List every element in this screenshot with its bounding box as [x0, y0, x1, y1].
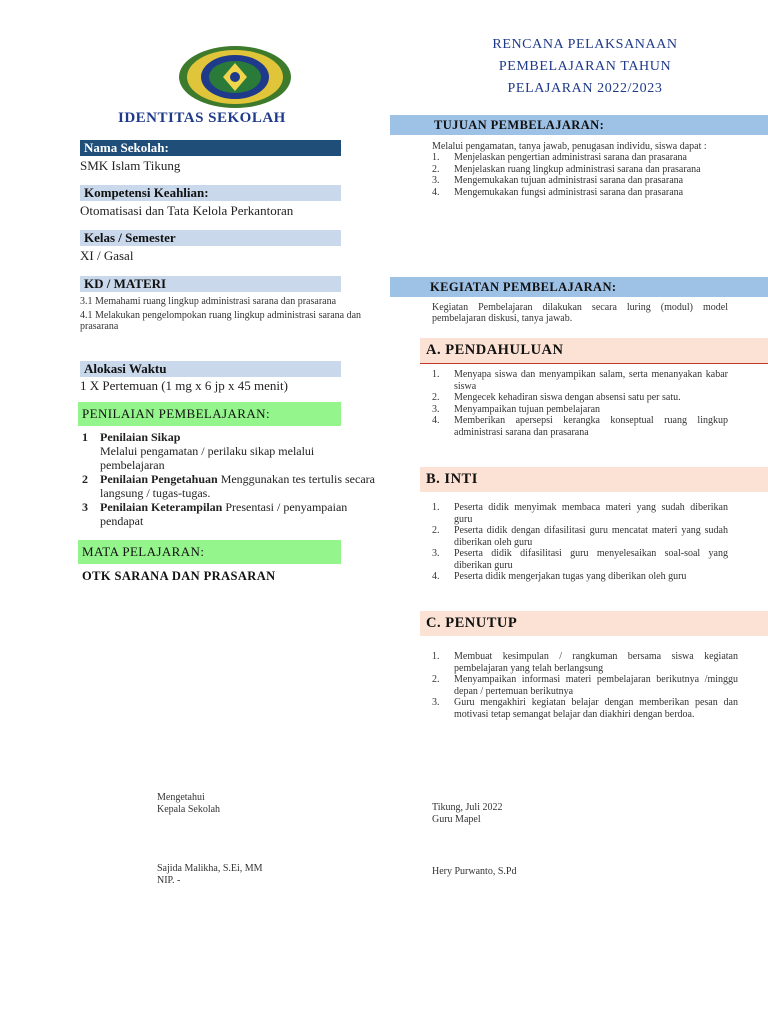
page-title	[440, 34, 730, 100]
signature-right-name: Hery Purwanto, S.Pd	[432, 866, 517, 877]
signature-left-line1: Mengetahui	[157, 792, 205, 803]
list-item	[432, 404, 728, 416]
assessment-item	[82, 430, 378, 472]
section-opening-title: A. PENDAHULUAN	[420, 338, 768, 364]
assessment-item	[82, 500, 378, 528]
assessment-num: 3	[82, 500, 88, 514]
item-num: 4.	[432, 571, 440, 582]
signature-right-line2: Guru Mapel	[432, 814, 481, 825]
assessment-item-text: Menggunakan tes tertulis secara langsung / tugas-tugas.	[100, 472, 375, 500]
kd-label: KD / MATERI	[80, 276, 341, 292]
item-num: 2.	[432, 163, 440, 175]
item-text: Mengecek kehadiran siswa dengan absensi satu per satu.	[454, 392, 681, 403]
assessment-num: 1	[82, 430, 88, 444]
objectives-intro: Melalui pengamatan, tanya jawab, penugasan individu, siswa dapat :	[432, 141, 707, 152]
item-num: 1.	[432, 152, 440, 163]
subject-value: OTK SARANA DAN PRASARAN	[82, 569, 276, 583]
list-item	[432, 651, 738, 674]
item-num: 1.	[432, 502, 440, 513]
identity-title: IDENTITAS SEKOLAH	[118, 110, 286, 126]
assessment-num: 2	[82, 472, 88, 486]
school-name-label: Nama Sekolah:	[80, 140, 341, 156]
item-num: 3.	[432, 697, 440, 708]
item-num: 3.	[432, 548, 440, 559]
item-text: Menyampaikan informasi materi pembelajaran berikutnya /minggu depan / pertemuan berikutnya	[454, 674, 738, 697]
objectives-list	[432, 152, 728, 198]
signature-left-line2: Kepala Sekolah	[157, 804, 221, 815]
competency-value: Otomatisasi dan Tata Kelola Perkantoran	[80, 203, 294, 218]
item-num: 3.	[432, 175, 440, 186]
objectives-title: TUJUAN PEMBELAJARAN:	[390, 115, 768, 135]
list-item	[432, 571, 728, 583]
assessment-item-title: Penilaian Pengetahuan	[100, 472, 218, 486]
time-value: 1 X Pertemuan (1 mg x 6 jp x 45 menit)	[80, 378, 288, 393]
item-text: Menyapa siswa dan menyampikan salam, serta menanyakan kabar siswa	[454, 369, 728, 392]
class-value: XI / Gasal	[80, 248, 134, 263]
assessment-item-title: Penilaian Sikap	[100, 430, 181, 444]
item-text: Membuat kesimpulan / rangkuman bersama siswa kegiatan pembelajaran yang telah berlangsung	[454, 651, 738, 674]
item-num: 2.	[432, 392, 440, 403]
competency-label: Kompetensi Keahlian:	[80, 185, 341, 201]
list-item	[432, 415, 728, 438]
item-text: Peserta didik difasilitasi guru menyelesaikan soal-soal yang diberikan guru	[454, 548, 728, 571]
item-text: Mengemukakan tujuan administrasi sarana dan prasarana	[454, 175, 684, 186]
assessment-item-text: Melalui pengamatan / perilaku sikap melalui pembelajaran	[100, 444, 315, 472]
title-line: RENCANA PELAKSANAAN	[492, 37, 678, 52]
opening-list	[432, 369, 728, 438]
kd-item: 3.1 Memahami ruang lingkup administrasi sarana dan prasarana	[80, 296, 337, 307]
section-core-title: B. INTI	[420, 467, 768, 492]
assessment-title: PENILAIAN PEMBELAJARAN:	[78, 402, 341, 426]
item-num: 2.	[432, 674, 440, 685]
signature-right-line1: Tikung, Juli 2022	[432, 802, 503, 813]
list-item	[432, 369, 728, 392]
item-text: Peserta didik dengan difasilitasi guru mencatat materi yang sudah diberikan oleh guru	[454, 525, 728, 548]
item-text: Menyampaikan tujuan pembelajaran	[454, 403, 601, 415]
list-item	[432, 697, 738, 720]
signature-left-nip: NIP. -	[157, 875, 181, 886]
list-item	[432, 175, 728, 187]
title-line: PELAJARAN 2022/2023	[507, 81, 663, 96]
title-line: PEMBELAJARAN TAHUN	[498, 59, 672, 74]
school-logo	[175, 42, 295, 112]
list-item	[432, 525, 728, 548]
assessment-list	[82, 430, 378, 528]
item-text: Menjelaskan pengertian administrasi sarana dan prasarana	[454, 152, 687, 163]
item-text: Peserta didik menyimak membaca materi yang sudah diberikan guru	[454, 502, 728, 525]
kd-item: 4.1 Melakukan pengelompokan ruang lingkup administrasi sarana dan prasarana	[80, 310, 362, 332]
signature-right	[432, 802, 502, 826]
time-label: Alokasi Waktu	[80, 361, 341, 377]
list-item	[432, 502, 728, 525]
item-text: Peserta didik mengerjakan tugas yang diberikan oleh guru	[454, 571, 687, 582]
list-item	[432, 392, 728, 404]
list-item	[432, 164, 728, 176]
subject-title: MATA PELAJARAN:	[78, 540, 341, 564]
item-num: 2.	[432, 525, 440, 536]
school-name-value: SMK Islam Tikung	[80, 158, 181, 173]
item-text: Mengemukakan fungsi administrasi sarana dan prasarana	[454, 186, 684, 198]
kd-list	[80, 296, 375, 332]
signature-left	[157, 792, 220, 816]
assessment-item-text: Presentasi / penyampaian pendapat	[100, 500, 348, 528]
item-text: Guru mengakhiri kegiatan belajar dengan memberikan pesan dan motivasi tetap semangat belajar dan diakhiri dengan berdoa.	[454, 697, 738, 720]
item-text: Memberikan apersepsi kerangka konseptual ruang lingkup administrasi sarana dan prasarana	[454, 415, 728, 438]
assessment-item	[82, 472, 378, 500]
core-list	[432, 502, 728, 583]
signature-left-name-block	[157, 863, 263, 887]
assessment-item-title: Penilaian Keterampilan	[100, 500, 223, 514]
list-item	[432, 548, 728, 571]
closing-list	[432, 651, 738, 720]
activities-title: KEGIATAN PEMBELAJARAN:	[390, 277, 768, 297]
class-label: Kelas / Semester	[80, 230, 341, 246]
list-item	[432, 152, 728, 164]
item-num: 3.	[432, 403, 440, 415]
activities-intro: Kegiatan Pembelajaran dilakukan secara luring (modul) model pembelajaran diskusi, tanya jawab.	[432, 302, 728, 324]
item-num: 4.	[432, 186, 440, 198]
section-closing-title: C. PENUTUP	[420, 611, 768, 636]
item-text: Menjelaskan ruang lingkup administrasi sarana dan prasarana	[454, 163, 701, 175]
item-num: 1.	[432, 651, 440, 662]
objectives-block	[432, 141, 728, 198]
list-item	[432, 674, 738, 697]
item-num: 4.	[432, 415, 440, 426]
item-num: 1.	[432, 369, 440, 380]
list-item	[432, 187, 728, 199]
signature-left-name: Sajida Malikha, S.Ei, MM	[157, 863, 263, 874]
